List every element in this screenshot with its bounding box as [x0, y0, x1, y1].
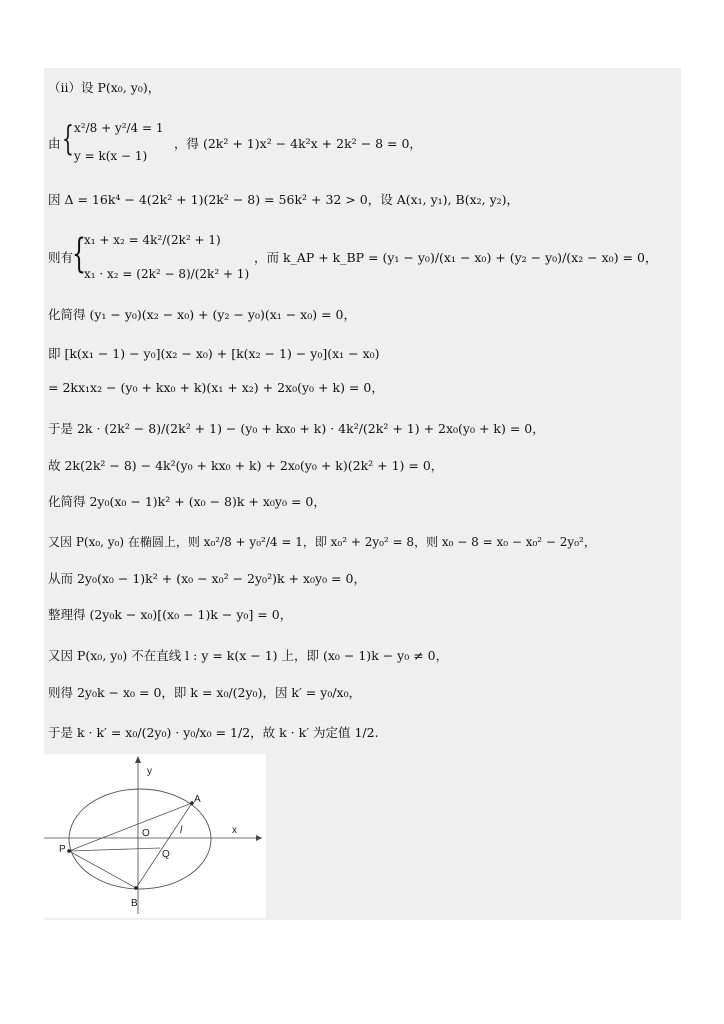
ellipse-diagram: [44, 754, 266, 918]
system-1-row-2: y = k(x − 1): [74, 149, 148, 163]
solution-line-15: 于是 k · k′ = x₀/(2y₀) · y₀/x₀ = 1/2，故 k · k′ 为定值 1/2.: [48, 725, 379, 740]
system-1-lead: 由: [48, 136, 61, 151]
line-l: [136, 803, 192, 888]
solution-line-9: 化简得 2y₀(x₀ − 1)k² + (x₀ − 8)k + x₀y₀ = 0，: [48, 494, 326, 509]
solution-line-5: 即 [k(x₁ − 1) − y₀](x₂ − x₀) + [k(x₂ − 1) − y₀](x₁ − x₀): [48, 346, 380, 361]
segment-pa: [69, 803, 192, 851]
system-2-lead: 则有: [48, 250, 74, 265]
axis-y-label: y: [147, 766, 152, 777]
system-2-row-1: x₁ + x₂ = 4k²/(2k² + 1): [84, 233, 221, 247]
y-axis-arrow-icon: [135, 756, 141, 763]
line-l-label: l: [180, 825, 183, 836]
solution-line-0: （ii）设 P(x₀, y₀)，: [48, 80, 161, 95]
point-p-label: P: [59, 844, 66, 855]
solution-line-10: 又因 P(x₀, y₀) 在椭圆上，则 x₀²/8 + y₀²/4 = 1，即 x₀² + 2y₀² = 8，则 x₀ − 8 = x₀ − x₀² − 2y₀²，: [48, 535, 596, 549]
system-1-row-1: x²/8 + y²/4 = 1: [74, 121, 164, 135]
equation-system-1: [48, 116, 648, 170]
point-q-label: Q: [162, 849, 170, 860]
left-brace-icon: {: [62, 119, 74, 159]
system-1-tail: ，得 (2k² + 1)x² − 4k²x + 2k² − 8 = 0，: [174, 136, 422, 151]
point-a-label: A: [194, 794, 201, 805]
axis-x-label: x: [232, 825, 237, 836]
solution-line-8: 故 2k(2k² − 8) − 4k²(y₀ + kx₀ + k) + 2x₀(y₀ + k)(2k² + 1) = 0，: [48, 458, 444, 473]
solution-line-13: 又因 P(x₀, y₀) 不在直线 l : y = k(x − 1) 上，即 (x₀ − 1)k − y₀ ≠ 0，: [48, 648, 449, 663]
solution-line-14: 则得 2y₀k − x₀ = 0，即 k = x₀/(2y₀)，因 k′ = y₀/x₀，: [48, 685, 362, 700]
x-axis-arrow-icon: [256, 835, 262, 841]
equation-system-2: [48, 226, 668, 288]
segment-pq: [69, 848, 160, 851]
left-brace-icon: {: [72, 231, 86, 277]
point-b-label: B: [131, 898, 138, 909]
point-p-dot: [67, 849, 71, 853]
point-b-dot: [134, 886, 138, 890]
ellipse-figure: [44, 754, 266, 918]
solution-line-11: 从而 2y₀(x₀ − 1)k² + (x₀ − x₀² − 2y₀²)k + x₀y₀ = 0，: [48, 571, 366, 586]
system-2-row-2: x₁ · x₂ = (2k² − 8)/(2k² + 1): [84, 267, 250, 281]
solution-line-4: 化简得 (y₁ − y₀)(x₂ − x₀) + (y₂ − y₀)(x₁ − x₀) = 0，: [48, 307, 356, 322]
solution-line-7: 于是 2k · (2k² − 8)/(2k² + 1) − (y₀ + kx₀ + k) · 4k²/(2k² + 1) + 2x₀(y₀ + k) = 0，: [48, 421, 545, 436]
solution-line-2: 因 Δ = 16k⁴ − 4(2k² + 1)(2k² − 8) = 56k² + 32 > 0，设 A(x₁, y₁), B(x₂, y₂)，: [48, 192, 520, 207]
solution-line-6: = 2kx₁x₂ − (y₀ + kx₀ + k)(x₁ + x₂) + 2x₀(y₀ + k) = 0，: [48, 380, 384, 395]
solution-line-12: 整理得 (2y₀k − x₀)[(x₀ − 1)k − y₀] = 0，: [48, 607, 293, 622]
system-2-tail: ，而 k_AP + k_BP = (y₁ − y₀)/(x₁ − x₀) + (y₂ − y₀)/(x₂ − x₀) = 0，: [254, 250, 658, 265]
segment-pb: [69, 851, 136, 888]
origin-label: O: [142, 828, 150, 839]
